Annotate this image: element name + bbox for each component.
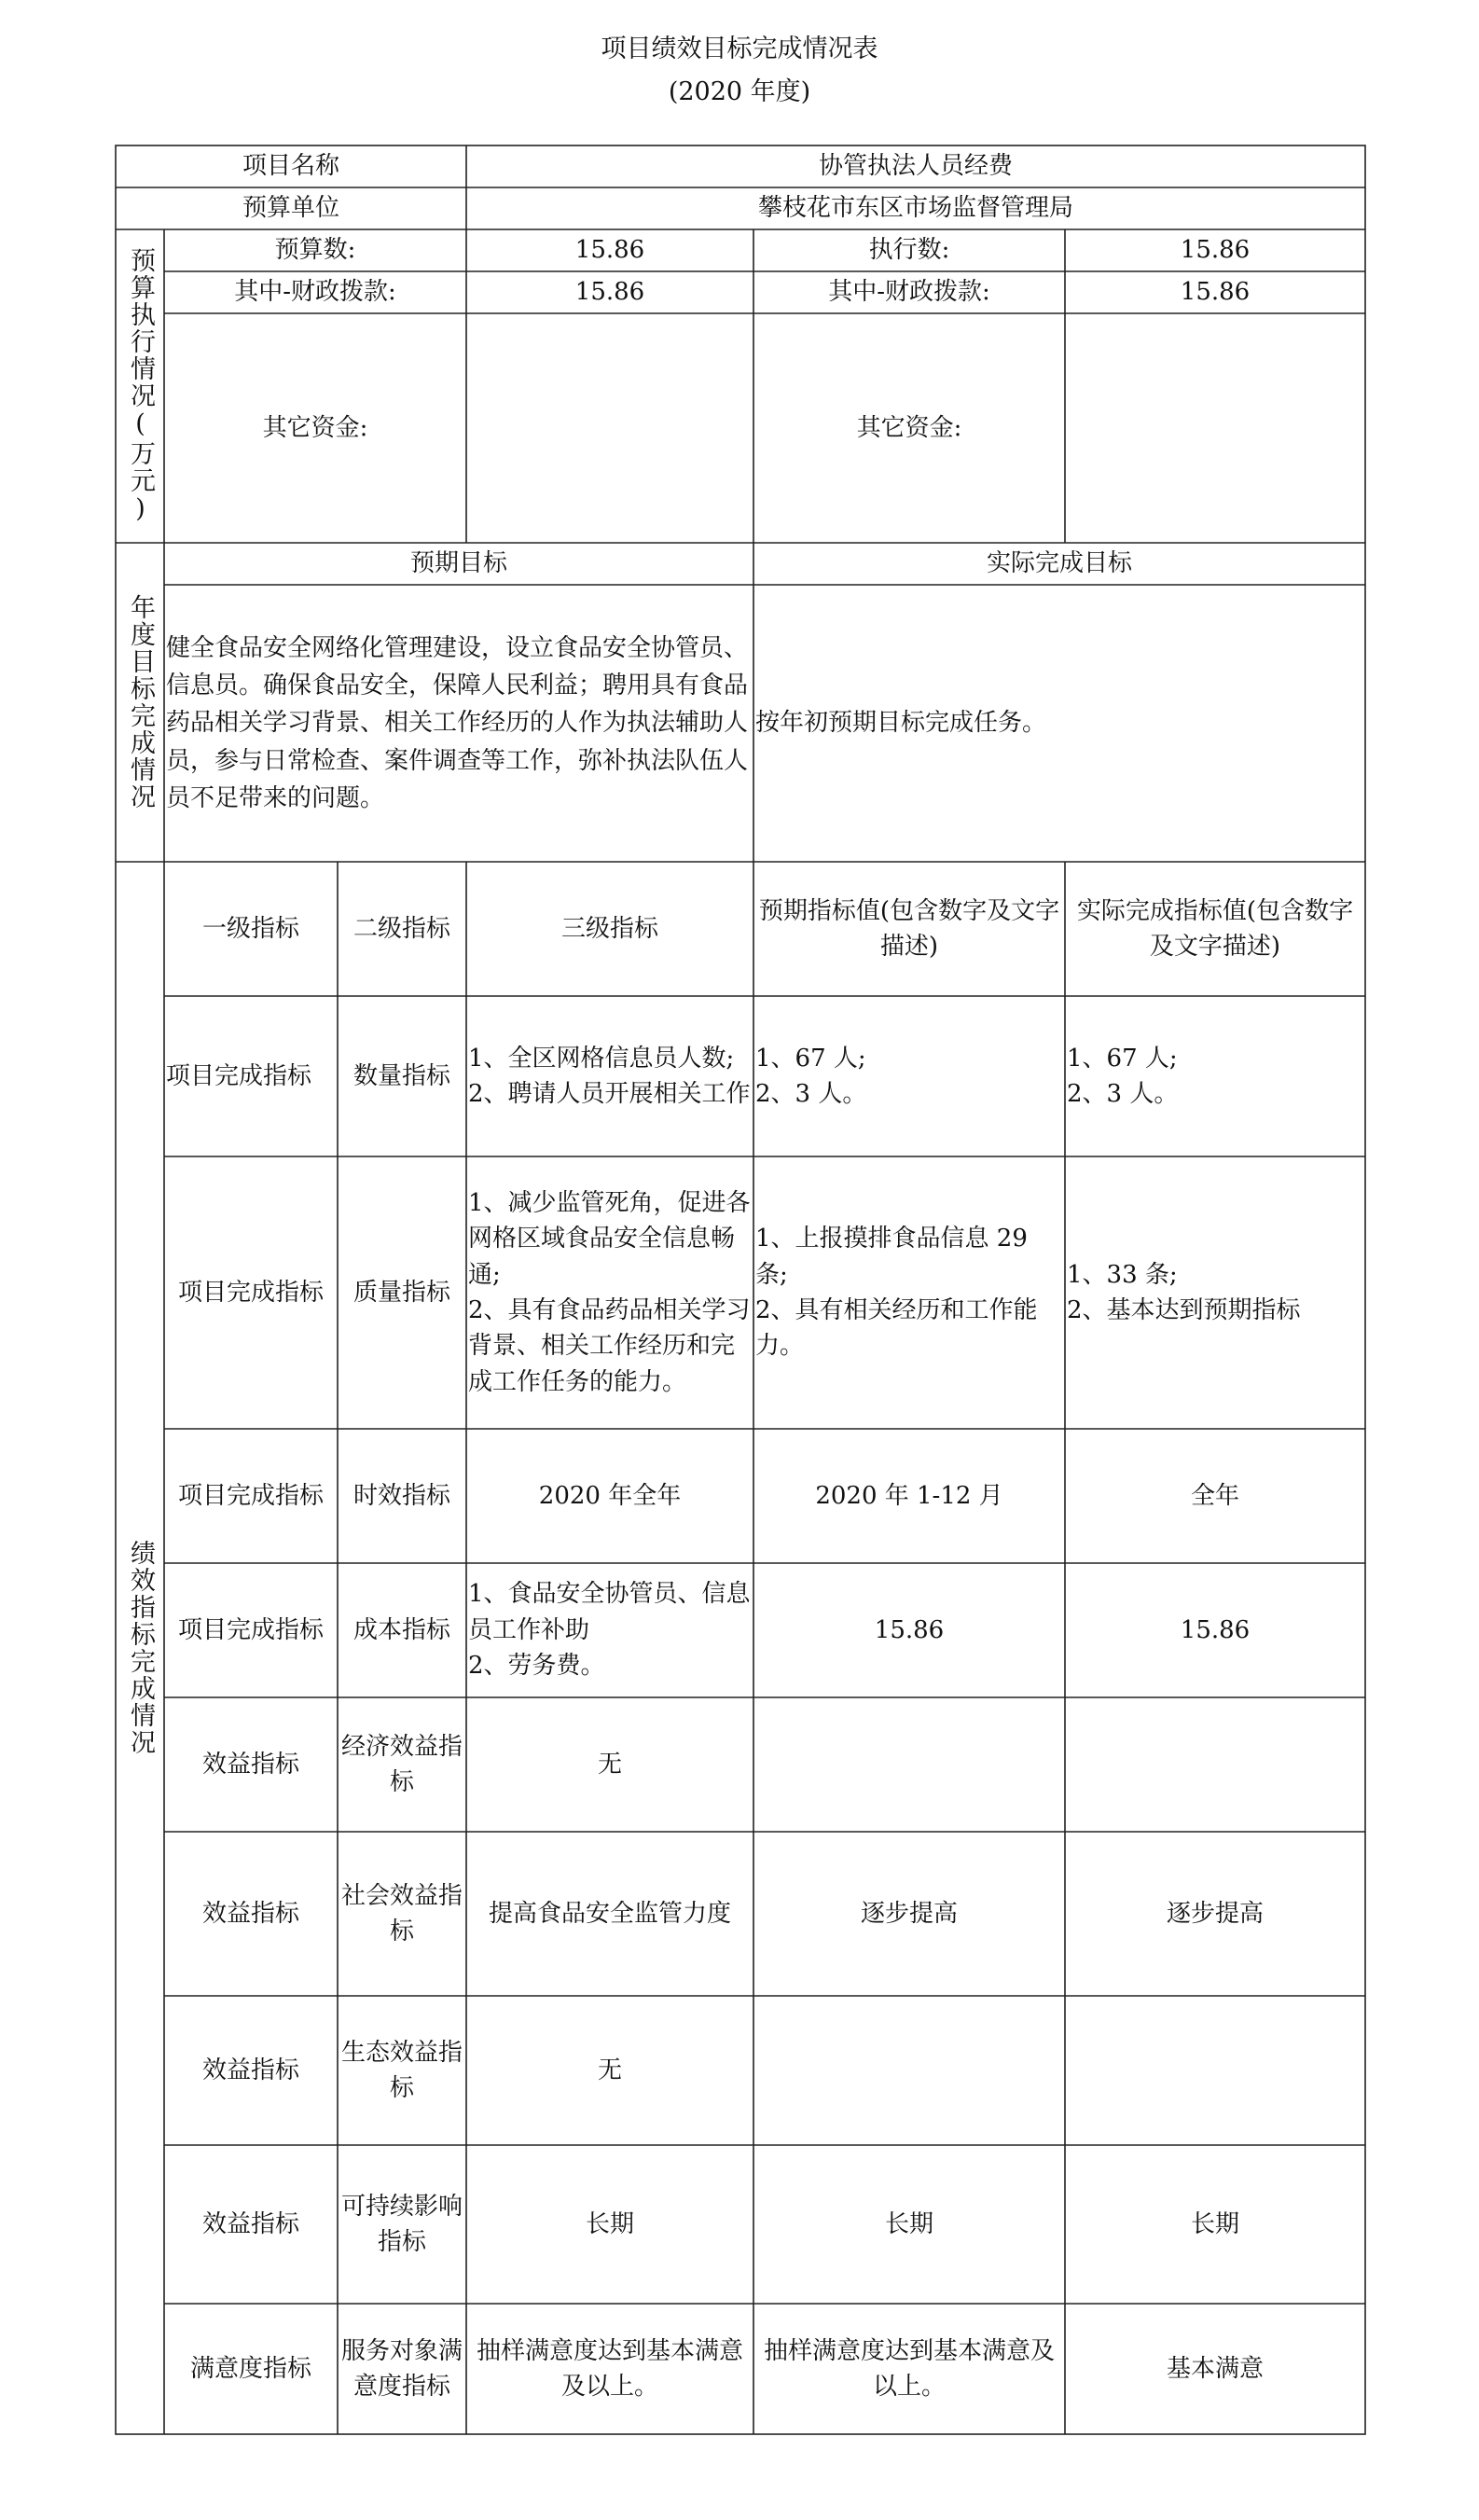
row-4-actual (1065, 1697, 1365, 1832)
row-7-level1: 效益指标 (201, 2209, 299, 2238)
row-7-level2: 可持续影响指标 (341, 2192, 463, 2256)
other-funds-label: 其它资金: (262, 413, 368, 442)
row-5-actual: 逐步提高 (1166, 1899, 1264, 1928)
row-1-expected: 1、上报摸排食品信息 29 条; 2、具有相关经历和工作能力。 (755, 1225, 1038, 1361)
fiscal-budget-value: 15.86 (574, 278, 645, 307)
row-1-level3: 1、减少监管死角，促进各网格区域食品安全信息畅通; 2、具有食品药品相关学习背景、相关工作经历和完成工作任务的能力。 (468, 1188, 751, 1396)
expected-goal-header: 预期目标 (409, 549, 507, 578)
row-4-expected (753, 1697, 1065, 1832)
row-0-level2: 数量指标 (352, 1061, 450, 1090)
project-name-label: 项目名称 (242, 152, 339, 181)
header-level2: 二级指标 (352, 914, 450, 943)
row-5-level2: 社会效益指标 (341, 1881, 463, 1945)
header-actual: 实际完成指标值(包含数字及文字描述) (1076, 896, 1354, 961)
row-4-level2: 经济效益指标 (341, 1732, 463, 1796)
budget-amount-label: 预算数: (274, 236, 356, 265)
row-2-level2: 时效指标 (352, 1481, 450, 1510)
executed-amount-value: 15.86 (1180, 236, 1251, 265)
other-funds-budget-value (466, 313, 753, 543)
row-5-expected: 逐步提高 (860, 1899, 958, 1928)
row-7-expected: 长期 (884, 2209, 933, 2238)
row-5-level3: 提高食品安全监管力度 (488, 1899, 731, 1928)
row-0-level3: 1、全区网格信息员人数; 2、聘请人员开展相关工作 (468, 1044, 751, 1108)
row-8-level2: 服务对象满意度指标 (341, 2336, 463, 2401)
row-6-level3: 无 (597, 2056, 622, 2084)
header-level1: 一级指标 (201, 914, 299, 943)
budget-unit-value: 攀枝花市东区市场监督管理局 (757, 194, 1073, 223)
row-6-level1: 效益指标 (201, 2056, 299, 2084)
row-0-level1: 项目完成指标 (166, 1061, 312, 1090)
row-4-level3: 无 (597, 1750, 622, 1779)
row-0-actual: 1、67 人; 2、3 人。 (1067, 1044, 1179, 1108)
row-7-level3: 长期 (585, 2209, 634, 2238)
other-funds-executed-label: 其它资金: (856, 413, 962, 442)
executed-amount-label: 执行数: (868, 236, 950, 265)
fiscal-budget-label: 其中-财政拨款: (234, 278, 396, 307)
row-2-actual: 全年 (1190, 1481, 1239, 1510)
actual-goal-header: 实际完成目标 (986, 549, 1132, 578)
indicators-side-label: 绩效指标完成情况 (125, 1540, 155, 1756)
header-expected: 预期指标值(包含数字及文字描述) (758, 896, 1060, 961)
row-1-actual: 1、33 条; 2、基本达到预期指标 (1067, 1260, 1301, 1324)
row-0-expected: 1、67 人; 2、3 人。 (755, 1044, 867, 1108)
other-funds-executed-value (1065, 313, 1365, 543)
budget-unit-label: 预算单位 (242, 194, 339, 223)
row-5-level1: 效益指标 (201, 1899, 299, 1928)
row-1-level2: 质量指标 (352, 1278, 450, 1307)
actual-goal-text: 按年初预期目标完成任务。 (755, 709, 1047, 738)
expected-goal-text: 健全食品安全网络化管理建设，设立食品安全协管员、信息员。确保食品安全，保障人民利益；聘用具有食品药品相关学习背景、相关工作经历的人作为执法辅助人员，参与日常检查、案件调查等工作，弥补执法队伍人员不足带来的问题。 (166, 633, 749, 812)
row-3-level1: 项目完成指标 (177, 1615, 324, 1644)
row-8-level1: 满意度指标 (189, 2354, 311, 2383)
row-2-level3: 2020 年全年 (538, 1481, 682, 1510)
row-3-expected: 15.86 (874, 1615, 945, 1644)
row-2-level1: 项目完成指标 (177, 1481, 324, 1510)
page-title: 项目绩效目标完成情况表 (601, 35, 878, 63)
budget-execution-side-label: 预算执行情况(万元) (125, 247, 155, 525)
page-subtitle: (2020 年度) (668, 77, 811, 106)
row-3-level3: 1、食品安全协管员、信息员工作补助 2、劳务费。 (468, 1580, 751, 1681)
row-8-expected: 抽样满意度达到基本满意及以上。 (763, 2336, 1055, 2401)
row-2-expected: 2020 年 1-12 月 (815, 1481, 1003, 1510)
row-6-expected (753, 1996, 1065, 2145)
row-8-actual: 基本满意 (1166, 2354, 1264, 2383)
header-level3: 三级指标 (560, 914, 658, 943)
annual-goal-side-label: 年度目标完成情况 (125, 594, 155, 810)
budget-amount-value: 15.86 (574, 236, 645, 265)
row-4-level1: 效益指标 (201, 1750, 299, 1779)
row-8-level3: 抽样满意度达到基本满意及以上。 (476, 2336, 743, 2401)
project-name-value: 协管执法人员经费 (818, 152, 1013, 181)
row-6-actual (1065, 1996, 1365, 2145)
row-3-actual: 15.86 (1180, 1615, 1251, 1644)
row-7-actual: 长期 (1190, 2209, 1239, 2238)
row-3-level2: 成本指标 (352, 1615, 450, 1644)
fiscal-executed-value: 15.86 (1180, 278, 1251, 307)
row-6-level2: 生态效益指标 (341, 2038, 463, 2102)
fiscal-executed-label: 其中-财政拨款: (828, 278, 990, 307)
row-1-level1: 项目完成指标 (177, 1278, 324, 1307)
